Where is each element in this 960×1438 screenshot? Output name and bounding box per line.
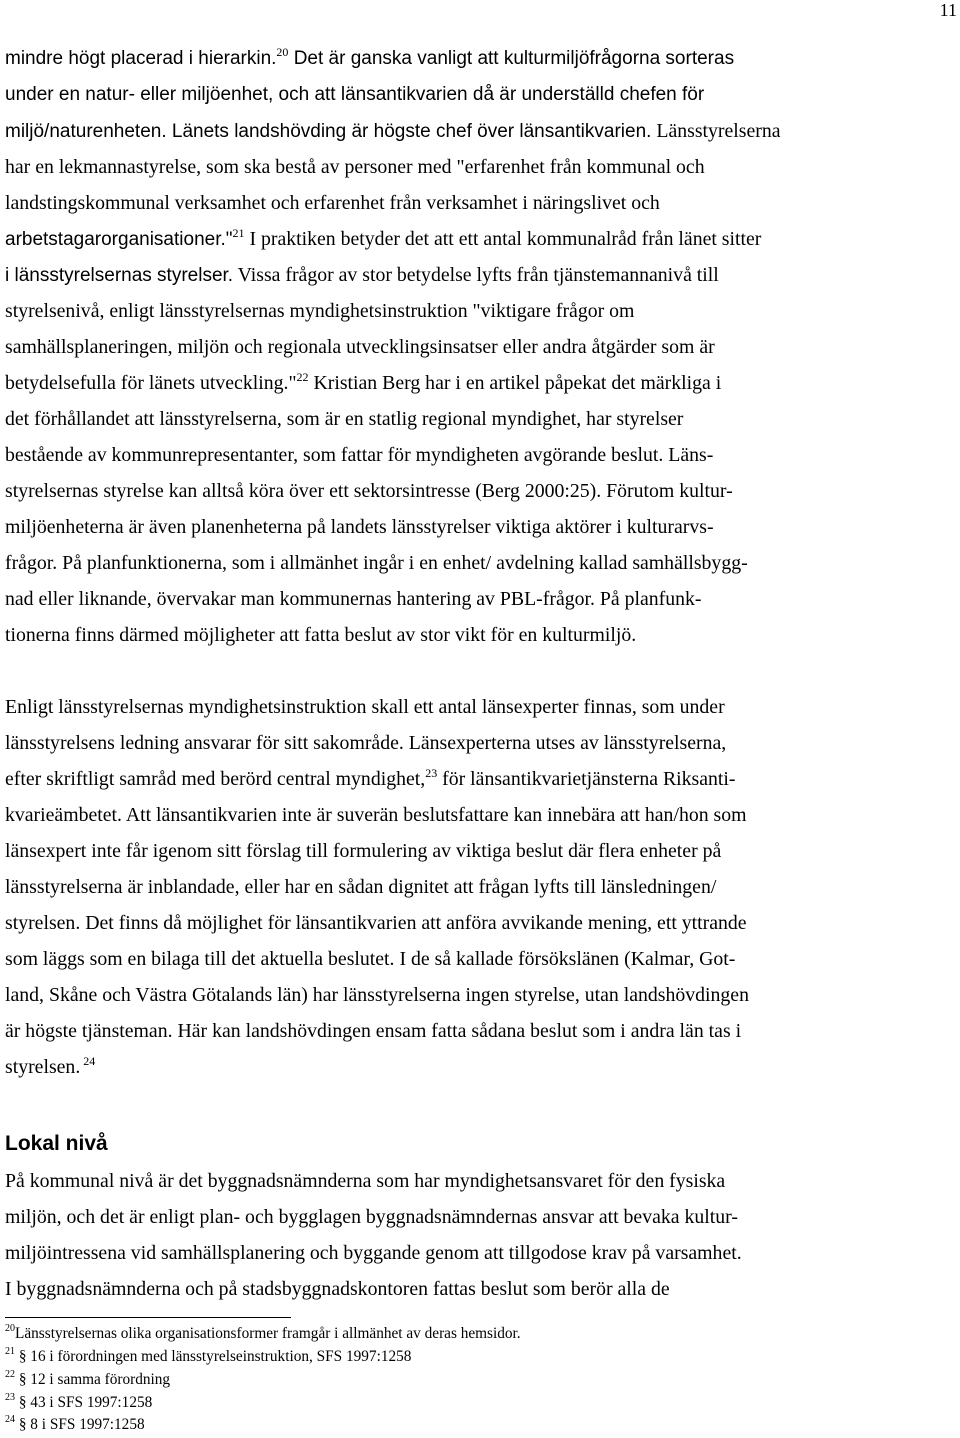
- page-number: 11: [939, 0, 957, 20]
- p2-line-10: är högste tjänsteman. Här kan landshövdingen ensam fatta sådana beslut som i andra län tas i: [5, 1020, 742, 1042]
- footnote-22: [5, 1371, 170, 1389]
- text-run: mindre högt placerad i hierarkin.: [5, 48, 277, 69]
- p1-line-14: miljöenheterna är även planenheterna på landets länsstyrelser viktiga aktörer i kulturarvs-: [5, 516, 714, 538]
- footnote-number: 23: [5, 1392, 15, 1403]
- text-run: för länsantikvarietjänsterna Riksanti-: [437, 768, 736, 790]
- footnote-text: § 43 i SFS 1997:1258: [15, 1394, 153, 1411]
- p2-line-11: [5, 1049, 905, 1085]
- section-heading: Lokal nivå: [5, 1132, 108, 1155]
- p1-line-4: har en lekmannastyrelse, som ska bestå av personer med "erfarenhet från kommunal och: [5, 156, 705, 178]
- p2-line-3: [5, 761, 905, 797]
- p1-line-17: tionerna finns därmed möjligheter att fatta beslut av stor vikt för en kulturmiljö.: [5, 624, 637, 646]
- p2-line-2: länsstyrelsens ledning ansvarar för sitt sakområde. Länsexperterna utses av länsstyrelserna,: [5, 732, 727, 754]
- p2-line-7: styrelsen. Det finns då möjlighet för länsantikvarien att anföra avvikande mening, ett yttrande: [5, 912, 747, 934]
- text-run: arbetstagarorganisationer.": [5, 229, 233, 250]
- footnote-text: § 8 i SFS 1997:1258: [15, 1416, 145, 1433]
- footnote-number: 20: [5, 1323, 15, 1334]
- p1-line-1: [5, 41, 905, 77]
- p1-line-6: [5, 221, 905, 257]
- footnote-23: [5, 1394, 152, 1412]
- p2-line-9: land, Skåne och Västra Götalands län) har länsstyrelserna ingen styrelse, utan landshövdingen: [5, 984, 749, 1006]
- text-run: styrelsen.: [5, 1056, 81, 1078]
- p2-line-6: länsstyrelserna är inblandade, eller har en sådan dignitet att frågan lyfts till länsledningen/: [5, 876, 717, 898]
- footnote-24: [5, 1416, 145, 1434]
- text-run: Det är ganska vanligt att kulturmiljöfrågorna sorteras: [288, 48, 735, 69]
- p3-line-4: I byggnadsnämnderna och på stadsbyggnadskontoren fattas beslut som berör alla de: [5, 1278, 670, 1300]
- p1-line-13: styrelsernas styrelse kan alltså köra över ett sektorsintresse (Berg 2000:25). Förutom kultur-: [5, 480, 733, 502]
- text-run: i länsstyrelsernas styrelser.: [5, 265, 234, 286]
- p3-line-1: På kommunal nivå är det byggnadsnämnderna som har myndighetsansvaret för den fysiska: [5, 1170, 726, 1192]
- footnote-ref[interactable]: 23: [425, 766, 438, 780]
- p1-line-16: nad eller liknande, övervakar man kommunernas hantering av PBL-frågor. På planfunk-: [5, 588, 702, 610]
- footnote-ref[interactable]: 21: [232, 226, 245, 240]
- p1-line-11: det förhållandet att länsstyrelserna, som är en statlig regional myndighet, har styrelser: [5, 408, 684, 430]
- p1-line-10: [5, 365, 905, 401]
- p1-line-3: [5, 113, 905, 149]
- footnote-21: [5, 1348, 411, 1366]
- footnote-number: 22: [5, 1369, 15, 1380]
- footnote-ref[interactable]: 24: [80, 1054, 96, 1068]
- p2-line-5: länsexpert inte får igenom sitt förslag till formulering av viktiga beslut där flera enheter på: [5, 840, 722, 862]
- p1-line-12: bestående av kommunrepresentanter, som fattar för myndigheten avgörande beslut. Läns-: [5, 444, 714, 466]
- text-run: Kristian Berg har i en artikel påpekat det märkliga i: [308, 372, 722, 394]
- footnote-separator: [5, 1317, 291, 1318]
- p1-line-8: styrelsenivå, enligt länsstyrelsernas myndighetsinstruktion "viktigare frågor om: [5, 300, 635, 322]
- p1-line-15: frågor. På planfunktionerna, som i allmänhet ingår i en enhet/ avdelning kallad samhällsbygg-: [5, 552, 748, 574]
- paragraph-gap: [5, 653, 905, 689]
- p3-line-2: miljön, och det är enligt plan- och bygglagen byggnadsnämndernas ansvar att bevaka kultur-: [5, 1206, 738, 1228]
- p1-line-9: samhällsplaneringen, miljön och regionala utvecklingsinsatser eller andra åtgärder som är: [5, 336, 715, 358]
- footnote-text: Länsstyrelsernas olika organisationsformer framgår i allmänhet av deras hemsidor.: [15, 1325, 521, 1342]
- p3-line-3: miljöintressena vid samhällsplanering och byggande genom att tillgodose krav på varsamhet.: [5, 1242, 742, 1264]
- footnote-text: § 12 i samma förordning: [15, 1371, 171, 1388]
- footnote-ref[interactable]: 20: [276, 45, 289, 59]
- main-text: [5, 41, 905, 1307]
- p1-line-2: under en natur- eller miljöenhet, och att länsantikvarien då är underställd chefen för: [5, 84, 705, 105]
- text-run: Länsstyrelserna: [651, 120, 781, 142]
- footnote-text: § 16 i förordningen med länsstyrelseinstruktion, SFS 1997:1258: [15, 1348, 412, 1365]
- text-run: I praktiken betyder det att ett antal kommunalråd från länet sitter: [244, 228, 762, 250]
- text-run: efter skriftligt samråd med berörd central myndighet,: [5, 768, 426, 790]
- text-run: Vissa frågor av stor betydelse lyfts från tjänstemannanivå till: [233, 264, 719, 286]
- paragraph-gap: [5, 1085, 905, 1121]
- footnote-number: 24: [5, 1414, 15, 1425]
- text-run: miljö/naturenheten. Länets landshövding är högste chef över länsantikvarien.: [5, 121, 652, 142]
- p1-line-5: landstingskommunal verksamhet och erfarenhet från verksamhet i näringslivet och: [5, 192, 660, 214]
- p2-line-4: kvarieämbetet. Att länsantikvarien inte är suverän beslutsfattare kan innebära att han/hon som: [5, 804, 747, 826]
- p2-line-8: som läggs som en bilaga till det aktuella beslutet. I de så kallade försökslänen (Kalmar, Got-: [5, 948, 736, 970]
- text-run: betydelsefulla för länets utveckling.": [5, 372, 297, 394]
- footnote-number: 21: [5, 1346, 15, 1357]
- footnote-ref[interactable]: 22: [296, 370, 309, 384]
- p1-line-7: [5, 257, 905, 293]
- footnote-20: [5, 1325, 521, 1343]
- p2-line-1: Enligt länsstyrelsernas myndighetsinstruktion skall ett antal länsexperter finnas, som under: [5, 696, 725, 718]
